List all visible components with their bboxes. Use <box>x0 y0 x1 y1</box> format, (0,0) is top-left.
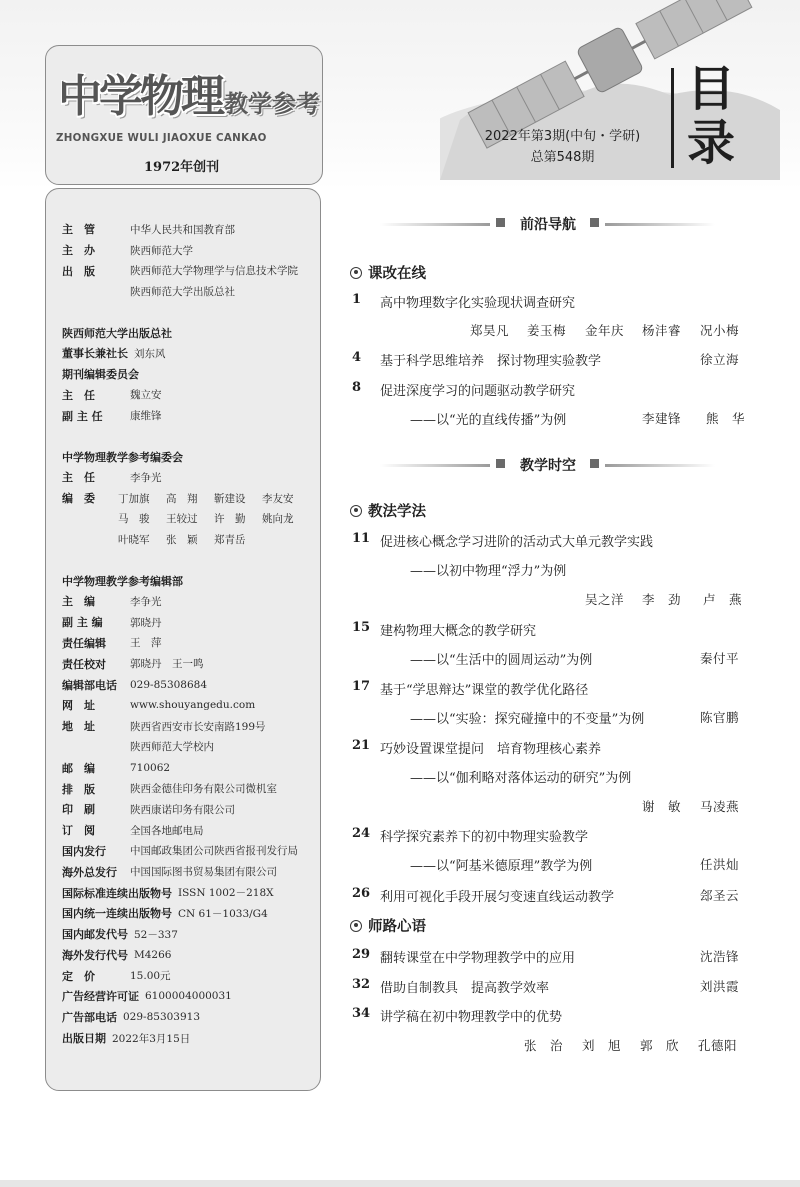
board-members-row-3 <box>118 532 262 547</box>
article-author: 郐圣云 <box>700 888 740 903</box>
article-author: 姜玉梅 <box>527 323 567 338</box>
overseas-code-label: 海外发行代号 <box>62 948 128 962</box>
board-member: 王较过 <box>166 513 198 526</box>
resp-editor-label: 责任编辑 <box>62 636 106 650</box>
article-author: 秦付平 <box>700 651 740 666</box>
article-title[interactable]: 促进核心概念学习进阶的活动式大单元教学实践 <box>380 535 654 550</box>
phone-label: 编辑部电话 <box>62 678 117 692</box>
article-author: 郑昊凡 <box>470 323 510 338</box>
article-page-number: 4 <box>352 350 362 365</box>
article-page-number: 32 <box>352 977 371 992</box>
typeset-label: 排 版 <box>62 782 95 796</box>
board-head-label: 主 任 <box>62 471 95 485</box>
publication-date: 2022年3月15日 <box>112 1032 191 1045</box>
article-author: 刘 旭 <box>582 1038 622 1053</box>
domestic-distributor: 中国邮政集团公司陕西省报刊发行局 <box>130 845 298 858</box>
article-author: 吴之洋 <box>585 592 625 607</box>
column-header-curriculum <box>350 262 426 283</box>
page-bottom-band <box>0 1180 800 1187</box>
article-title[interactable]: 建构物理大概念的教学研究 <box>380 624 537 639</box>
issue-total: 总第548期 <box>530 150 595 165</box>
article-title[interactable]: 利用可视化手段开展匀变速直线运动教学 <box>380 890 615 905</box>
column-title: 教法学法 <box>368 504 426 520</box>
dept-heading: 中学物理教学参考编辑部 <box>62 574 183 588</box>
article-title[interactable]: 基于“学思辩达”课堂的教学优化路径 <box>380 683 589 698</box>
board-members-row-2 <box>118 511 310 526</box>
sponsor: 中华人民共和国教育部 <box>130 223 235 236</box>
article-subtitle: ——以“伽利略对落体运动的研究”为例 <box>410 771 632 786</box>
logo-main-text: 中学物理 <box>58 71 222 122</box>
postcode: 710062 <box>130 761 171 774</box>
article-title[interactable]: 讲学稿在初中物理教学中的优势 <box>380 1010 563 1025</box>
article-author: 郭 欣 <box>640 1038 680 1053</box>
ad-phone: 029-85303913 <box>123 1011 201 1024</box>
article-page-number: 29 <box>352 947 371 962</box>
committee-heading: 期刊编辑委员会 <box>62 368 139 382</box>
article-author: 张 治 <box>524 1038 564 1053</box>
column-header-methods <box>350 500 426 521</box>
article-page-number: 24 <box>352 826 371 841</box>
overseas-distributor: 中国国际图书贸易集团有限公司 <box>130 866 277 879</box>
ad-license-label: 广告经营许可证 <box>62 990 139 1004</box>
board-member: 靳建设 <box>214 492 246 505</box>
section-header-teaching <box>380 455 715 475</box>
host-label: 主 办 <box>62 244 95 258</box>
issue-info <box>460 126 665 168</box>
print-label: 印 刷 <box>62 803 95 817</box>
committee-head: 魏立安 <box>130 389 162 402</box>
proofreader: 郭晓丹 王一鸣 <box>130 658 204 671</box>
sponsor-label: 主 管 <box>62 223 95 237</box>
issue-number: 2022年第3期(中旬・学研) <box>484 129 641 144</box>
contents-title: 目录 <box>686 61 735 171</box>
section-title: 教学时空 <box>520 458 576 474</box>
article-subtitle: ——以“实验：探究碰撞中的不变量”为例 <box>410 712 645 727</box>
cn-label: 国内统一连续出版物号 <box>62 907 172 921</box>
board-member: 许 勤 <box>214 513 246 526</box>
section-header-frontier <box>380 214 715 234</box>
article-author: 李 劲 <box>642 592 682 607</box>
logo-sub-text: 教学参考 <box>224 90 320 118</box>
article-author: 孔德阳 <box>698 1038 738 1053</box>
subscribe-label: 订 阅 <box>62 824 95 838</box>
board-member: 叶晓军 <box>118 534 150 547</box>
ad-phone-label: 广告部电话 <box>62 1011 117 1025</box>
article-page-number: 34 <box>352 1006 371 1021</box>
issn: ISSN 1002－218X <box>178 887 274 899</box>
board-member: 郑青岳 <box>214 534 246 547</box>
journal-logo <box>45 45 323 185</box>
article-subtitle: ——以“生活中的圆周运动”为例 <box>410 653 593 668</box>
price: 15.00元 <box>130 970 171 983</box>
mail-code-label: 国内邮发代号 <box>62 928 128 942</box>
article-page-number: 26 <box>352 886 371 901</box>
article-title[interactable]: 高中物理数字化实验现状调查研究 <box>380 296 576 311</box>
article-title[interactable]: 基于科学思维培养 探讨物理实验教学 <box>380 354 602 369</box>
target-bullet-icon <box>350 505 362 517</box>
article-author: 熊 华 <box>706 411 746 426</box>
article-subtitle: ——以“光的直线传播”为例 <box>410 413 567 428</box>
committee-deputy: 康维锋 <box>130 410 162 423</box>
article-subtitle: ——以初中物理“浮力”为例 <box>410 564 567 579</box>
pub-date-label: 出版日期 <box>62 1032 106 1046</box>
deputy-editor: 郭晓丹 <box>130 616 162 629</box>
web-label: 网 址 <box>62 699 95 713</box>
board-member: 张 颖 <box>166 534 198 547</box>
subscription: 全国各地邮电局 <box>130 824 204 837</box>
article-page-number: 21 <box>352 738 371 753</box>
board-head: 李争光 <box>130 471 162 484</box>
chairman-label: 董事长兼社长 <box>62 347 128 361</box>
resp-editor: 王 萍 <box>130 637 162 650</box>
address-label: 地 址 <box>62 720 95 734</box>
founded-year: 1972年创刊 <box>144 160 220 175</box>
deputy-editor-label: 副 主 编 <box>62 616 103 630</box>
article-author: 任洪灿 <box>700 857 740 872</box>
printer: 陕西康诺印务有限公司 <box>130 803 235 816</box>
article-title[interactable]: 巧妙设置课堂提问 培育物理核心素养 <box>380 742 602 757</box>
article-author: 陈官鹏 <box>700 710 740 725</box>
article-page-number: 11 <box>352 531 371 546</box>
article-subtitle: ——以“阿基米德原理”教学为例 <box>410 859 593 874</box>
column-header-teacher-notes <box>350 915 426 936</box>
article-title[interactable]: 促进深度学习的问题驱动教学研究 <box>380 384 576 399</box>
address-1: 陕西省西安市长安南路199号 <box>130 720 266 733</box>
article-page-number: 15 <box>352 620 371 635</box>
article-author: 谢 敏 <box>642 799 682 814</box>
article-author: 杨沣睿 <box>642 323 682 338</box>
article-author: 马凌燕 <box>700 799 740 814</box>
board-member: 高 翔 <box>166 492 198 505</box>
host: 陕西师范大学 <box>130 244 193 257</box>
address-2: 陕西师范大学校内 <box>130 741 214 754</box>
article-author: 金年庆 <box>585 323 625 338</box>
article-author: 李建锋 <box>642 411 682 426</box>
board-members-row-1 <box>118 491 310 506</box>
article-title[interactable]: 翻转课堂在中学物理教学中的应用 <box>380 951 576 966</box>
article-title[interactable]: 借助自制教具 提高教学效率 <box>380 981 550 996</box>
article-author: 刘洪霞 <box>700 979 740 994</box>
masthead-panel <box>45 188 321 1091</box>
article-author: 徐立海 <box>700 352 740 367</box>
column-title: 师路心语 <box>368 919 426 935</box>
cn-number: CN 61－1033/G4 <box>178 907 268 920</box>
editor: 李争光 <box>130 595 162 608</box>
publisher-1: 陕西师范大学物理学与信息技术学院 <box>130 265 298 278</box>
article-title[interactable]: 科学探究素养下的初中物理实验教学 <box>380 830 589 845</box>
overseas-label: 海外总发行 <box>62 865 117 879</box>
price-label: 定 价 <box>62 969 95 983</box>
article-author: 卢 燕 <box>703 592 743 607</box>
domestic-label: 国内发行 <box>62 844 106 858</box>
column-title: 课改在线 <box>368 266 426 282</box>
postcode-label: 邮 编 <box>62 761 95 775</box>
article-page-number: 1 <box>352 292 362 307</box>
issn-label: 国际标准连续出版物号 <box>62 886 172 900</box>
editor-label: 主 编 <box>62 595 95 609</box>
target-bullet-icon <box>350 267 362 279</box>
article-author: 沈浩锋 <box>700 949 740 964</box>
ad-license: 6100004000031 <box>145 990 232 1003</box>
section-title: 前沿导航 <box>520 217 576 233</box>
mail-code: 52－337 <box>134 928 178 941</box>
target-bullet-icon <box>350 920 362 932</box>
board-member: 马 骏 <box>118 513 150 526</box>
board-member: 姚向龙 <box>262 513 294 526</box>
editorial-phone: 029-85308684 <box>130 678 208 691</box>
publisher-label: 出 版 <box>62 264 95 278</box>
article-page-number: 8 <box>352 380 362 395</box>
board-members-label: 编 委 <box>62 492 95 506</box>
proof-label: 责任校对 <box>62 657 106 671</box>
contents-divider <box>671 68 674 168</box>
chairman: 刘东风 <box>134 347 166 360</box>
typesetter: 陕西金德佳印务有限公司微机室 <box>130 783 277 796</box>
publisher-2: 陕西师范大学出版总社 <box>130 286 235 299</box>
article-author: 况小梅 <box>700 323 740 338</box>
board-member: 丁加旗 <box>118 492 150 505</box>
website: www.shouyangedu.com <box>130 699 256 712</box>
press-heading: 陕西师范大学出版总社 <box>62 326 172 340</box>
article-page-number: 17 <box>352 679 371 694</box>
committee-head-label: 主 任 <box>62 388 95 402</box>
board-heading: 中学物理教学参考编委会 <box>62 450 183 464</box>
logo-pinyin: ZHONGXUE WULI JIAOXUE CANKAO <box>56 132 267 144</box>
overseas-code: M4266 <box>134 948 172 961</box>
committee-deputy-label: 副 主 任 <box>62 409 103 423</box>
board-member: 李友安 <box>262 492 294 505</box>
